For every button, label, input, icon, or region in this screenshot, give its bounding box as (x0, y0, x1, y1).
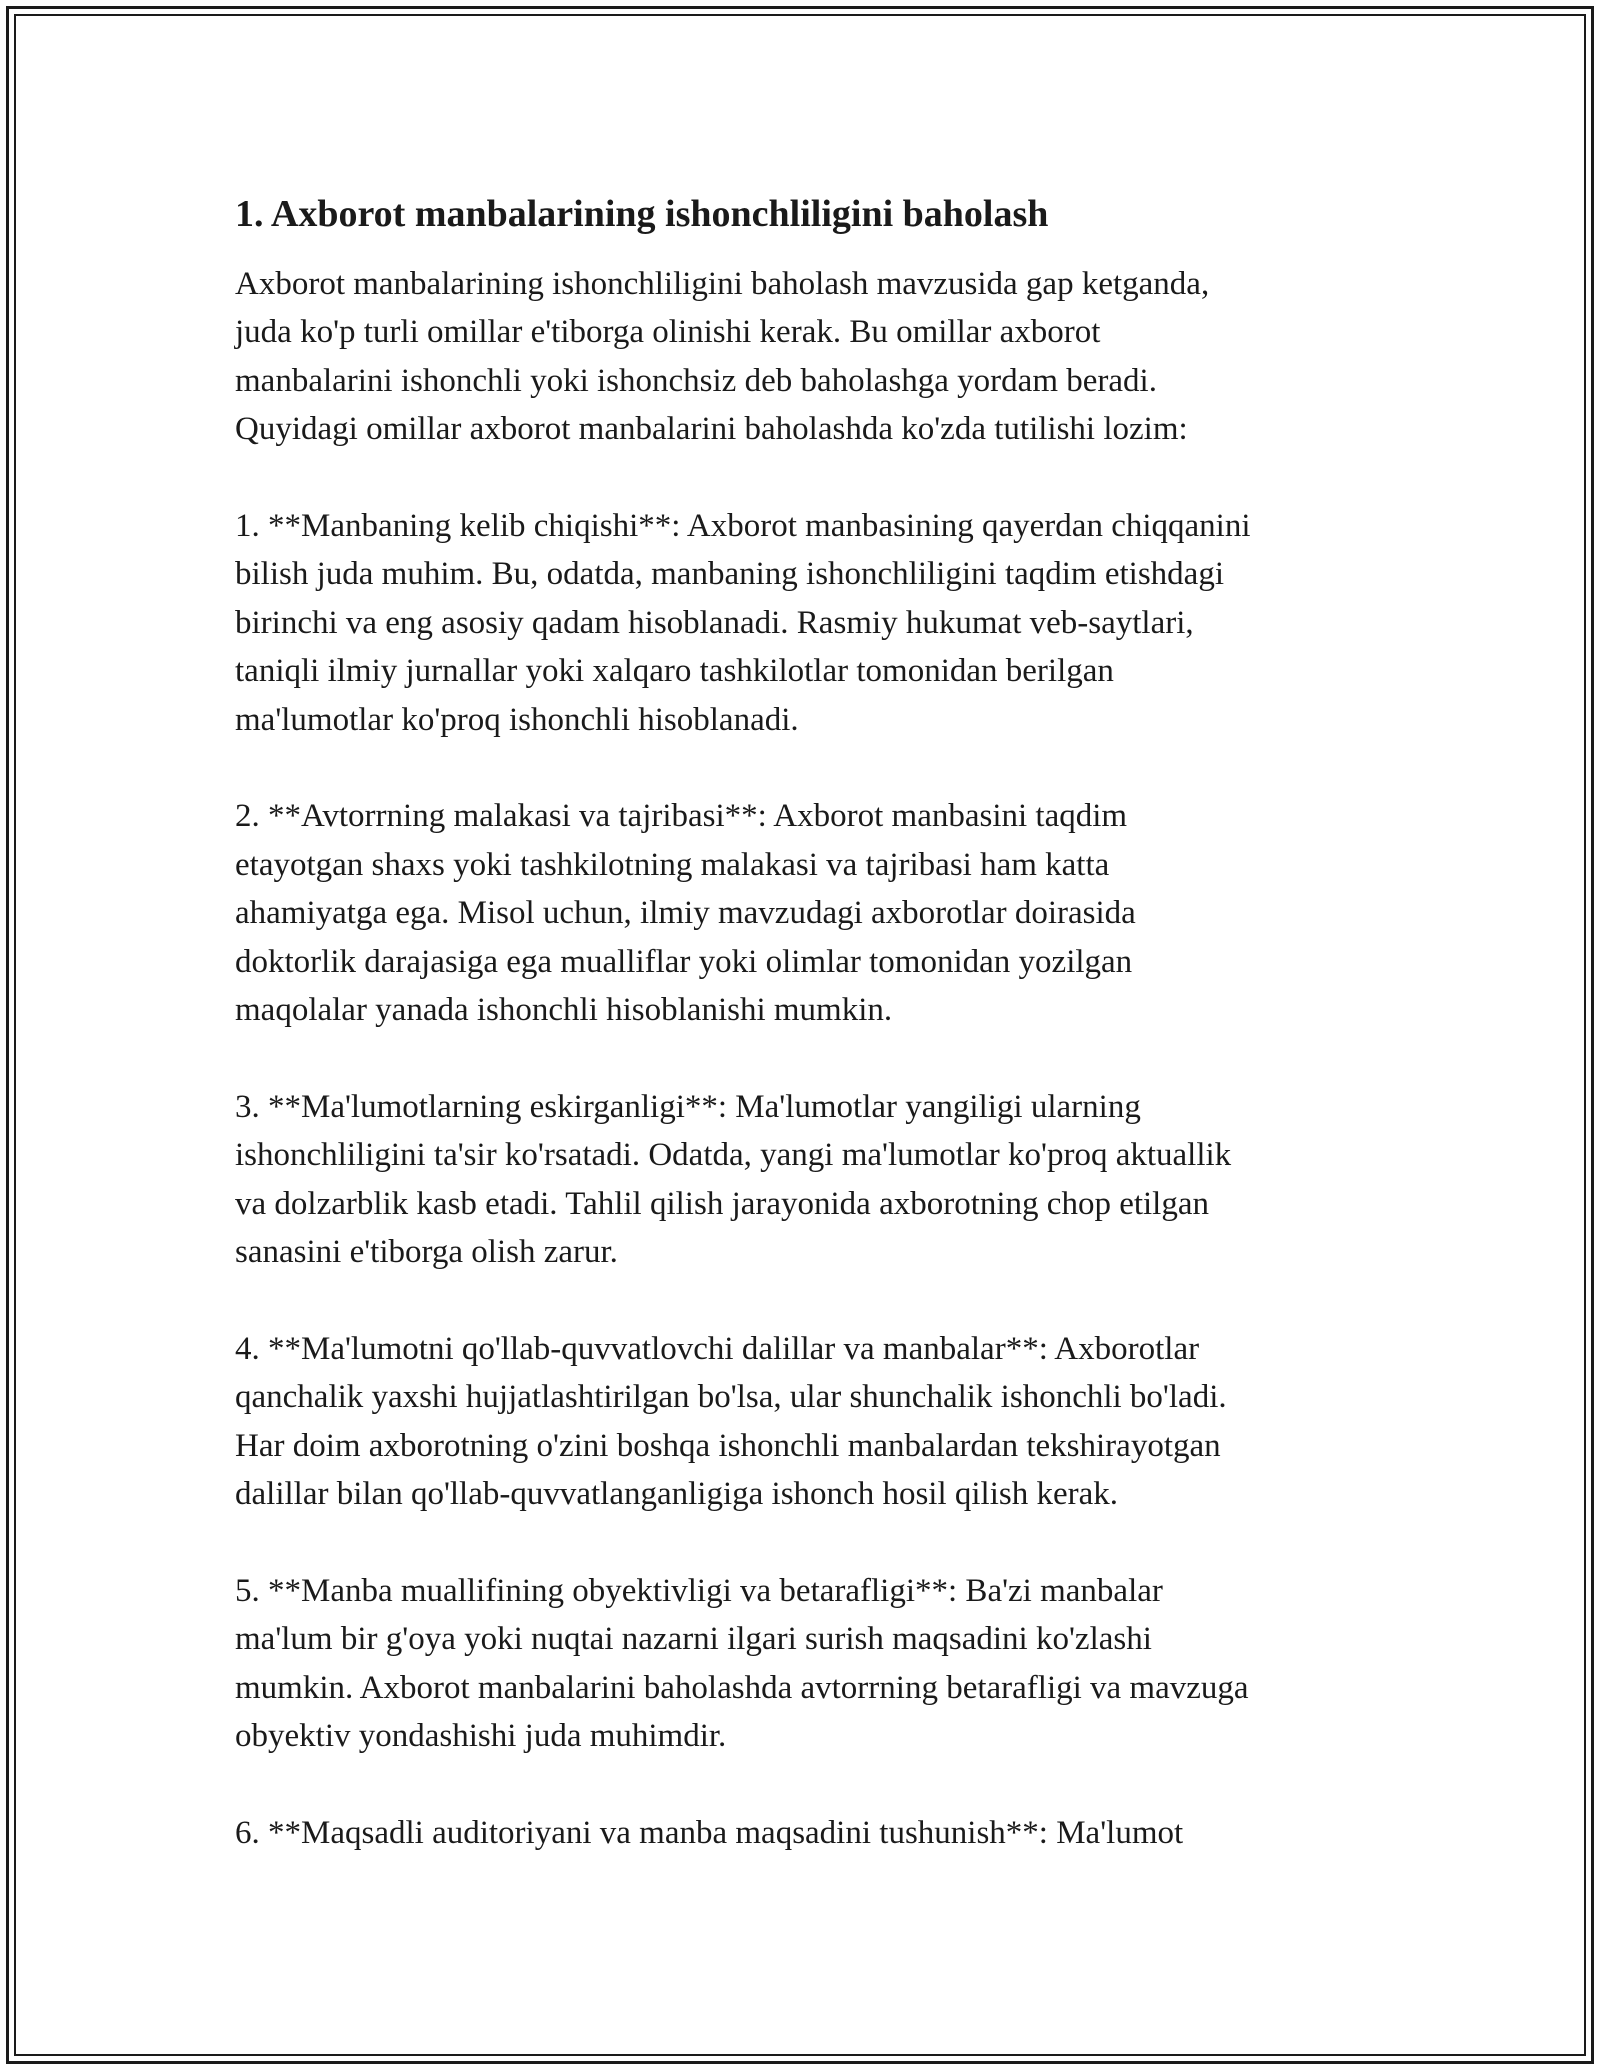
document-title: 1. Axborot manbalarining ishonchliligini baholash (235, 193, 1049, 235)
factor-3-paragraph (235, 1083, 1375, 1277)
text-line: bilish juda muhim. Bu, odatda, manbaning ishonchliligini taqdim etishdagi (235, 556, 1224, 593)
text-line: Har doim axborotning o'zini boshqa ishonchli manbalardan tekshirayotgan (235, 1427, 1221, 1464)
text-line: va dolzarblik kasb etadi. Tahlil qilish jarayonida axborotning chop etilgan (235, 1185, 1209, 1222)
text-line: juda ko'p turli omillar e'tiborga olinishi kerak. Bu omillar axborot (235, 314, 1101, 351)
text-line: doktorlik darajasiga ega mualliflar yoki olimlar tomonidan yozilgan (235, 943, 1133, 980)
text-line: 4. **Ma'lumotni qo'llab-quvvatlovchi dalillar va manbalar**: Axborotlar (235, 1330, 1200, 1367)
text-line: ma'lum bir g'oya yoki nuqtai nazarni ilgari surish maqsadini ko'zlashi (235, 1621, 1152, 1658)
text-line: 1. **Manbaning kelib chiqishi**: Axborot manbasining qayerdan chiqqanini (235, 508, 1251, 545)
text-line: ahamiyatga ega. Misol uchun, ilmiy mavzudagi axborotlar doirasida (235, 895, 1136, 932)
text-line: 3. **Ma'lumotlarning eskirganligi**: Ma'lumotlar yangiligi ularning (235, 1088, 1141, 1125)
text-line: birinchi va eng asosiy qadam hisoblanadi. Rasmiy hukumat veb-saytlari, (235, 604, 1194, 641)
text-line: mumkin. Axborot manbalarini baholashda avtorrning betarafligi va mavzuga (235, 1669, 1249, 1706)
document-body (235, 188, 1375, 1906)
text-line: 6. **Maqsadli auditoriyani va manba maqsadini tushunish**: Ma'lumot (235, 1814, 1184, 1851)
text-line: dalillar bilan qo'llab-quvvatlanganligiga ishonch hosil qilish kerak. (235, 1476, 1119, 1513)
factor-5-paragraph (235, 1567, 1375, 1761)
text-line: ishonchliligini ta'sir ko'rsatadi. Odatda, yangi ma'lumotlar ko'proq aktuallik (235, 1137, 1232, 1174)
factor-4-paragraph (235, 1325, 1375, 1519)
text-line: Quyidagi omillar axborot manbalarini baholashda ko'zda tutilishi lozim: (235, 411, 1188, 448)
text-line: taniqli ilmiy jurnallar yoki xalqaro tashkilotlar tomonidan berilgan (235, 653, 1114, 690)
text-line: maqolalar yanada ishonchli hisoblanishi mumkin. (235, 992, 893, 1029)
factor-2-paragraph (235, 792, 1375, 1034)
text-line: obyektiv yondashishi juda muhimdir. (235, 1718, 727, 1755)
factor-6-paragraph (235, 1809, 1375, 1857)
text-line: 2. **Avtorrning malakasi va tajribasi**: Axborot manbasini taqdim (235, 798, 1128, 835)
text-line: 5. **Manba muallifining obyektivligi va betarafligi**: Ba'zi manbalar (235, 1572, 1163, 1609)
text-line: sanasini e'tiborga olish zarur. (235, 1234, 618, 1271)
text-line: qanchalik yaxshi hujjatlashtirilgan bo'lsa, ular shunchalik ishonchli bo'ladi. (235, 1379, 1227, 1416)
text-line: Axborot manbalarining ishonchliligini baholash mavzusida gap ketganda, (235, 266, 1210, 302)
text-line: ma'lumotlar ko'proq ishonchli hisoblanadi. (235, 701, 799, 738)
text-line: manbalarini ishonchli yoki ishonchsiz deb baholashga yordam beradi. (235, 362, 1157, 399)
intro-paragraph (235, 260, 1375, 454)
factor-1-paragraph (235, 502, 1375, 744)
text-line: etayotgan shaxs yoki tashkilotning malakasi va tajribasi ham katta (235, 846, 1110, 883)
